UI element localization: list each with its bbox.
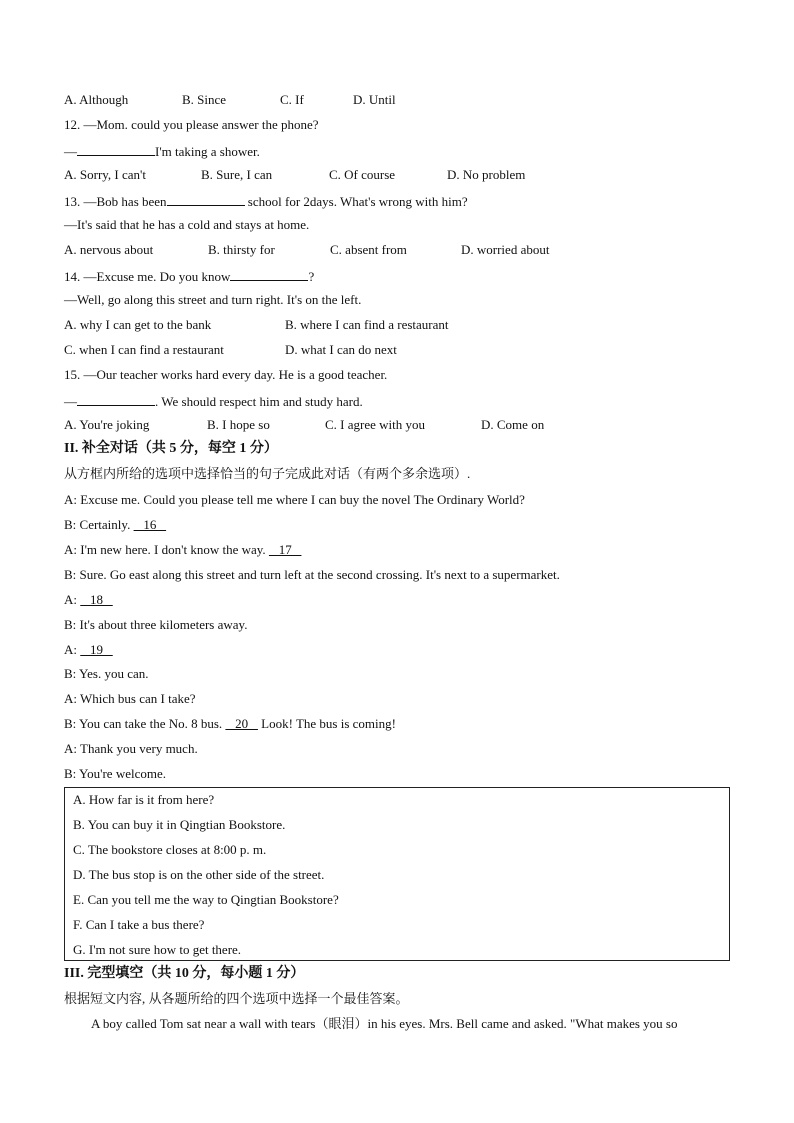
- section-2-instruction: 从方框内所给的选项中选择恰当的句子完成此对话（有两个多余选项）.: [64, 466, 471, 481]
- box-option-a: A. How far is it from here?: [73, 792, 215, 807]
- q13-option-c: C. absent from: [330, 242, 407, 257]
- dialogue-text: A:: [64, 592, 81, 607]
- q12-option-b: B. Sure, I can: [201, 167, 273, 182]
- q13-stem-end: school for 2days. What's wrong with him?: [244, 194, 468, 209]
- q11-option-c: C. If: [280, 92, 304, 107]
- section-3-instruction: 根据短文内容, 从各题所给的四个选项中选择一个最佳答案。: [64, 991, 409, 1006]
- answer-blank: [77, 142, 155, 156]
- dialogue-text: Look! The bus is coming!: [257, 716, 396, 731]
- answer-blank: [77, 392, 155, 406]
- q15-stem: 15. —Our teacher works hard every day. He is a good teacher.: [64, 367, 388, 382]
- q13-reply: —It's said that he has a cold and stays at home.: [64, 217, 310, 232]
- q12-option-d: D. No problem: [447, 167, 526, 182]
- box-option-c: C. The bookstore closes at 8:00 p. m.: [73, 842, 267, 857]
- q12-stem: 12. —Mom. could you please answer the phone?: [64, 117, 319, 132]
- section-3-heading: III. 完型填空（共 10 分，每小题 1 分）: [64, 966, 305, 981]
- section-2-heading: II. 补全对话（共 5 分，每空 1 分）: [64, 441, 278, 456]
- q14-option-c: C. when I can find a restaurant: [64, 342, 224, 357]
- q15-reply-text: . We should respect him and study hard.: [155, 394, 363, 409]
- q15-option-b: B. I hope so: [207, 417, 270, 432]
- q13-option-a: A. nervous about: [64, 242, 154, 257]
- box-option-g: G. I'm not sure how to get there.: [73, 942, 242, 957]
- q11-option-d: D. Until: [353, 92, 396, 107]
- q15-option-c: C. I agree with you: [325, 417, 426, 432]
- dialogue-line: B: Yes. you can.: [64, 666, 149, 681]
- q14-stem: [64, 267, 314, 285]
- q12-option-c: C. Of course: [329, 167, 396, 182]
- q14-option-a: A. why I can get to the bank: [64, 317, 212, 332]
- dialogue-line: B: Sure. Go east along this street and turn left at the second crossing. It's next to a supermarket.: [64, 567, 560, 582]
- q13-stem-start: 13. —Bob has been: [64, 194, 167, 209]
- q15-reply: [64, 392, 363, 410]
- passage-text: A boy called Tom sat near a wall with tears（眼泪）in his eyes. Mrs. Bell came and asked. "What makes you so: [91, 1016, 678, 1031]
- q12-reply-text: I'm taking a shower.: [155, 144, 260, 159]
- q14-stem-end: ?: [308, 269, 315, 284]
- dialogue-text: B: Certainly.: [64, 517, 134, 532]
- dialogue-text: A: I'm new here. I don't know the way.: [64, 542, 269, 557]
- box-option-b: B. You can buy it in Qingtian Bookstore.: [73, 817, 286, 832]
- dialogue-line: A: Thank you very much.: [64, 741, 198, 756]
- q11-option-b: B. Since: [182, 92, 227, 107]
- box-option-e: E. Can you tell me the way to Qingtian Bookstore?: [73, 892, 339, 907]
- q15-reply-dash: —: [64, 394, 77, 409]
- blank-17: 17: [268, 542, 302, 557]
- q13-option-b: B. thirsty for: [208, 242, 275, 257]
- answer-blank: [167, 192, 245, 206]
- dialogue-line: [64, 716, 396, 732]
- dialogue-line: B: You're welcome.: [64, 766, 167, 781]
- dialogue-text: B: You can take the No. 8 bus.: [64, 716, 226, 731]
- q11-option-a: A. Although: [64, 92, 129, 107]
- blank-18: 18: [80, 592, 113, 607]
- blank-19: 19: [80, 642, 113, 657]
- q13-stem: [64, 192, 468, 210]
- options-box: [64, 787, 730, 961]
- q15-option-d: D. Come on: [481, 417, 545, 432]
- dialogue-text: A:: [64, 642, 81, 657]
- box-option-f: F. Can I take a bus there?: [73, 917, 205, 932]
- q14-option-d: D. what I can do next: [285, 342, 397, 357]
- answer-blank: [230, 267, 308, 281]
- q12-option-a: A. Sorry, I can't: [64, 167, 147, 182]
- blank-20: 20: [225, 716, 258, 731]
- q12-reply: [64, 142, 260, 160]
- dialogue-line: A: Which bus can I take?: [64, 691, 196, 706]
- dialogue-line: [64, 592, 113, 608]
- dialogue-line: [64, 517, 166, 533]
- dialogue-line: [64, 642, 113, 658]
- box-option-d: D. The bus stop is on the other side of the street.: [73, 867, 325, 882]
- blank-16: 16: [133, 517, 167, 532]
- q14-reply: —Well, go along this street and turn right. It's on the left.: [64, 292, 362, 307]
- q14-stem-start: 14. —Excuse me. Do you know: [64, 269, 231, 284]
- q15-option-a: A. You're joking: [64, 417, 150, 432]
- q14-option-b: B. where I can find a restaurant: [285, 317, 449, 332]
- dialogue-line: B: It's about three kilometers away.: [64, 617, 248, 632]
- dialogue-line: A: Excuse me. Could you please tell me where I can buy the novel The Ordinary World?: [64, 492, 525, 507]
- dialogue-line: [64, 542, 301, 558]
- q13-option-d: D. worried about: [461, 242, 550, 257]
- q12-reply-dash: —: [64, 144, 77, 159]
